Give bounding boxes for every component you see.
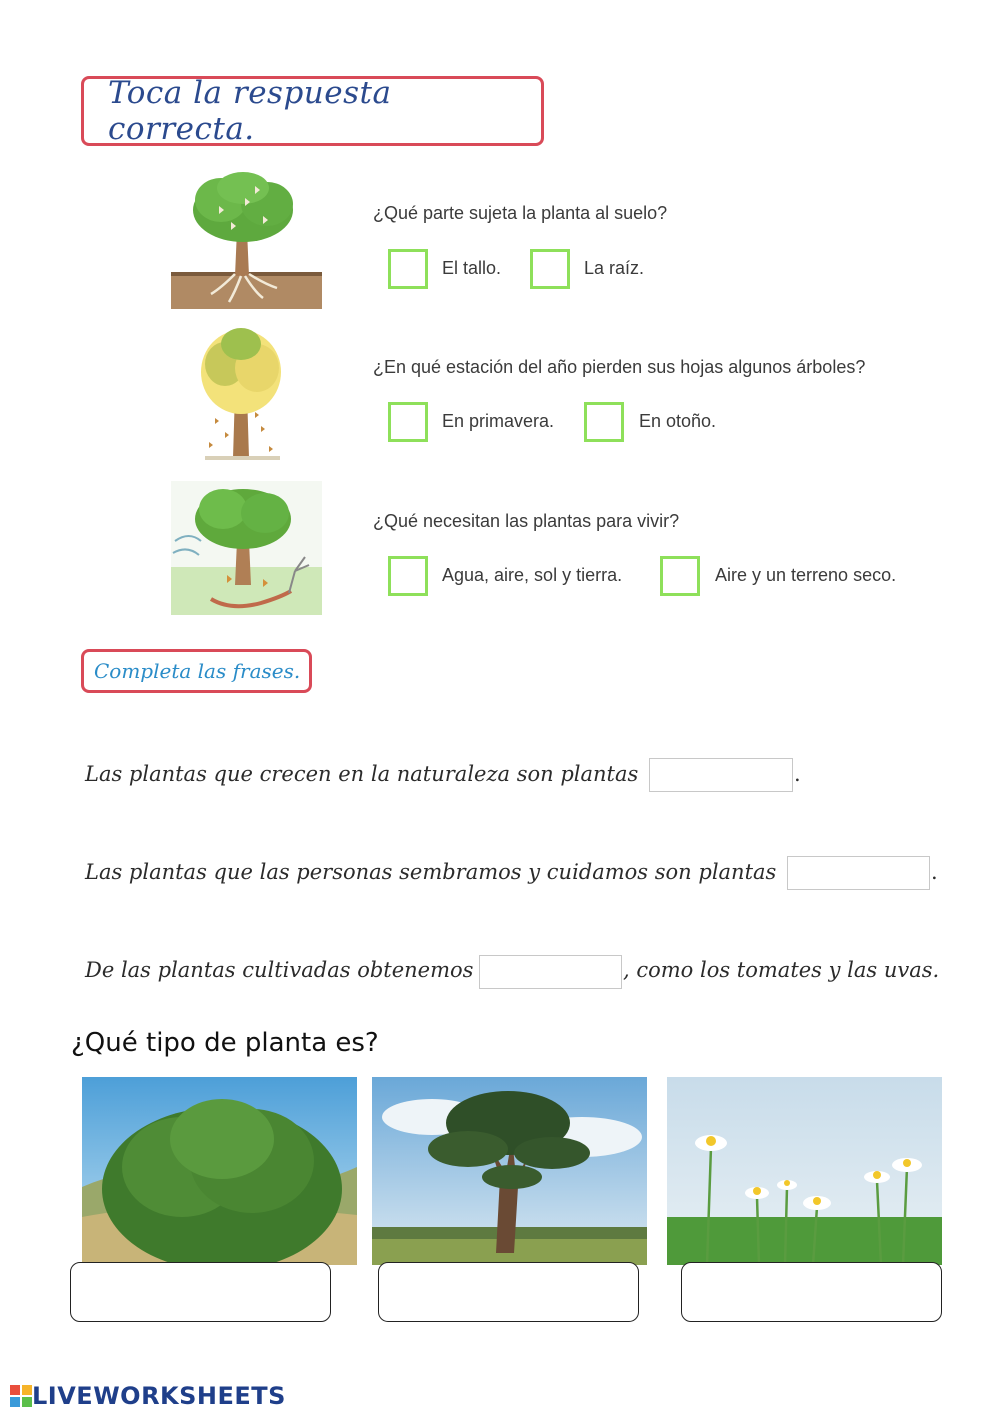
option-2b-label: En otoño.: [639, 411, 717, 431]
complete-sentences-title: Completa las frases.: [94, 659, 301, 683]
sentence-3-end: , como los tomates y las uvas.: [623, 958, 940, 982]
bush-answer-input[interactable]: [70, 1262, 331, 1322]
sentence-2-text: Las plantas que las personas sembramos y cuidamos son plantas: [85, 860, 777, 884]
daisy-flowers-photo: [667, 1077, 942, 1265]
liveworksheets-logo-icon: [10, 1385, 32, 1407]
option-3a-checkbox[interactable]: [388, 556, 428, 596]
option-3a-label: Agua, aire, sol y tierra.: [442, 565, 623, 585]
question-1: ¿Qué parte sujeta la planta al suelo?: [373, 203, 668, 223]
sentence-1-blank-input[interactable]: [649, 758, 793, 792]
sentence-1-text: Las plantas que crecen en la naturaleza son plantas: [85, 762, 639, 786]
option-2b-checkbox[interactable]: [584, 402, 624, 442]
autumn-tree-illustration: [195, 322, 290, 465]
question-2: ¿En qué estación del año pierden sus hojas algunos árboles?: [373, 357, 866, 377]
tree-sprinkler-illustration: [171, 481, 322, 615]
sentence-3-text: De las plantas cultivadas obtenemos: [85, 958, 474, 982]
option-2a-label: En primavera.: [442, 411, 555, 431]
option-1a-label: El tallo.: [442, 258, 502, 278]
option-2a-checkbox[interactable]: [388, 402, 428, 442]
instruction-title-box: [81, 76, 544, 146]
footer: [10, 1382, 286, 1410]
brand-name: LIVEWORKSHEETS: [32, 1382, 286, 1410]
option-1a-checkbox[interactable]: [388, 249, 428, 289]
option-1b-checkbox[interactable]: [530, 249, 570, 289]
tree-roots-illustration: [171, 170, 322, 309]
tree-answer-input[interactable]: [378, 1262, 639, 1322]
instruction-title: Toca la respuesta correcta.: [108, 75, 392, 147]
sentence-1-end: .: [794, 762, 801, 786]
option-1b-label: La raíz.: [584, 258, 645, 278]
option-3b-checkbox[interactable]: [660, 556, 700, 596]
bush-photo: [82, 1077, 357, 1265]
sentence-3-blank-input[interactable]: [479, 955, 622, 989]
question-3: ¿Qué necesitan las plantas para vivir?: [373, 511, 680, 531]
option-3b-label: Aire y un terreno seco.: [715, 565, 897, 585]
plant-type-heading: ¿Qué tipo de planta es?: [71, 1028, 379, 1058]
sentence-2-end: .: [931, 860, 938, 884]
sentence-2-blank-input[interactable]: [787, 856, 930, 890]
complete-sentences-title-box: [81, 649, 312, 693]
flower-answer-input[interactable]: [681, 1262, 942, 1322]
tree-photo: [372, 1077, 647, 1265]
